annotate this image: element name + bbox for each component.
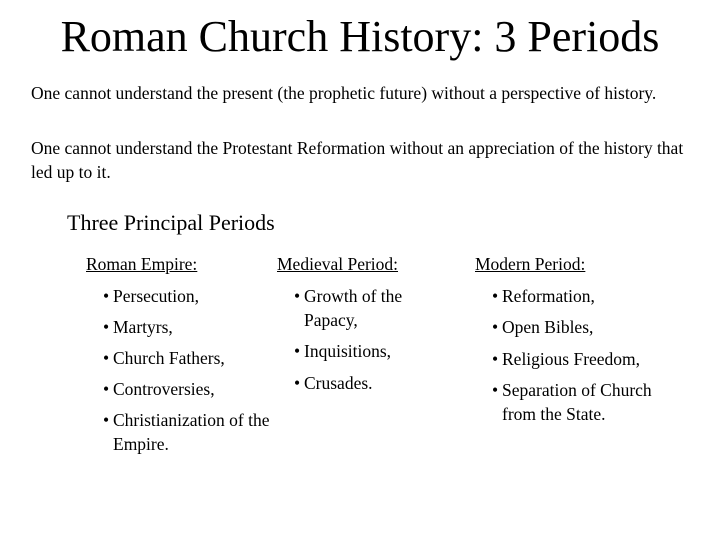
bullet-dot: • bbox=[103, 410, 110, 430]
list-item: • Growth of the Papacy, bbox=[294, 286, 403, 330]
list-item: • Separation of Church from the State. bbox=[492, 380, 652, 424]
bullet-dot: • bbox=[103, 348, 110, 368]
bullet-dot: • bbox=[103, 286, 110, 306]
bullet-dot: • bbox=[492, 380, 499, 400]
column-heading-modern-period: Modern Period: bbox=[475, 254, 586, 274]
bullet-dot: • bbox=[492, 317, 499, 337]
intro-paragraph-2: One cannot understand the Protestant Reformation without an appreciation of the history that led up to it. bbox=[31, 138, 684, 182]
bullet-dot: • bbox=[294, 286, 301, 306]
list-item: • Martyrs, bbox=[103, 317, 173, 337]
list-item: • Inquisitions, bbox=[294, 341, 392, 361]
list-item: • Open Bibles, bbox=[492, 317, 594, 337]
bullet-dot: • bbox=[103, 317, 110, 337]
bullet-dot: • bbox=[103, 379, 110, 399]
list-item: • Church Fathers, bbox=[103, 348, 225, 368]
column-heading-medieval-period: Medieval Period: bbox=[277, 254, 399, 274]
bullet-dot: • bbox=[294, 341, 301, 361]
list-item: • Christianization of the Empire. bbox=[103, 410, 270, 454]
bullet-dot: • bbox=[294, 373, 301, 393]
list-item: • Crusades. bbox=[294, 373, 373, 393]
slide-title: Roman Church History: 3 Periods bbox=[60, 12, 660, 61]
bullet-dot: • bbox=[492, 349, 499, 369]
list-item: • Controversies, bbox=[103, 379, 215, 399]
column-heading-roman-empire: Roman Empire: bbox=[86, 254, 198, 274]
section-heading: Three Principal Periods bbox=[67, 210, 275, 235]
list-item: • Religious Freedom, bbox=[492, 349, 641, 369]
list-item: • Persecution, bbox=[103, 286, 200, 306]
intro-paragraph-1: One cannot understand the present (the prophetic future) without a perspective of history. bbox=[31, 83, 657, 103]
bullet-dot: • bbox=[492, 286, 499, 306]
list-item: • Reformation, bbox=[492, 286, 595, 306]
